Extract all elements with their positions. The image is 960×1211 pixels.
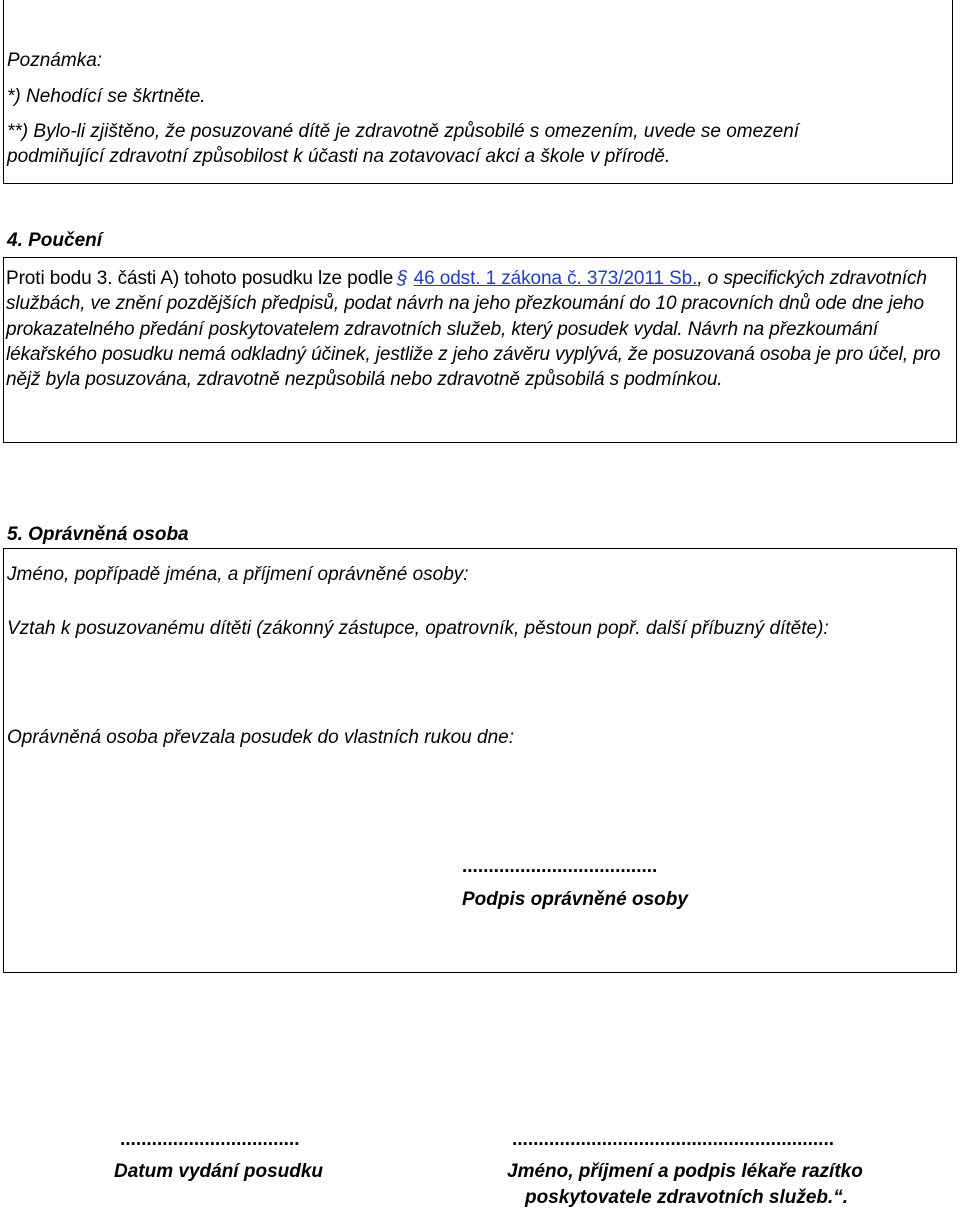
- section-symbol: §: [397, 268, 408, 289]
- doctor-label-2: poskytovatele zdravotních služeb.“.: [525, 1187, 849, 1208]
- pouceni-paragraph: [6, 266, 951, 392]
- note-line-1: *) Nehodící se škrtněte.: [7, 86, 206, 107]
- doctor-label-1: Jméno, příjmení a podpis lékaře razítko: [507, 1161, 863, 1182]
- note-heading: Poznámka:: [7, 50, 103, 71]
- law-link-text: 46 odst. 1 zákona č. 373/2011 Sb.: [413, 268, 698, 289]
- pouceni-rest: , o specifických zdravotních službách, ve znění pozdějších předpisů, podat návrh na jeho přezkoumání do 10 pracovních dnů ode dne jeho prokazatelného předání poskytovatelem zdravotních služeb, který posudek vydal.: [6, 268, 927, 340]
- name-label: Jméno, popřípadě jména, a příjmení oprávněné osoby:: [7, 564, 469, 585]
- signature-dots: .....................................: [462, 856, 658, 877]
- law-link[interactable]: [393, 268, 697, 289]
- pouceni-lead: Proti bodu 3. části A) tohoto posudku lze podle: [6, 268, 394, 289]
- date-label: Datum vydání posudku: [114, 1161, 324, 1182]
- doctor-dots: .............................................................: [512, 1129, 835, 1150]
- note-line-2a: **) Bylo-li zjištěno, že posuzované dítě je zdravotně způsobilé s omezením, uvede se omezení: [7, 121, 800, 142]
- note-line-2b: podmiňující zdravotní způsobilost k účasti na zotavovací akci a škole v přírodě.: [7, 146, 671, 167]
- signature-label: Podpis oprávněné osoby: [462, 889, 688, 910]
- pouceni-rest-2: Návrh na přezkoumání lékařského posudku nemá odkladný účinek, jestliže z jeho závěru vyplývá, že posuzovaná osoba je pro účel, pro nějž byla posuzována, zdravotně nezpůsobilá nebo zdravotně způsobilá s podmínkou.: [6, 318, 941, 391]
- section-5-heading: 5. Oprávněná osoba: [7, 524, 189, 545]
- relation-label: Vztah k posuzovanému dítěti (zákonný zástupce, opatrovník, pěstoun popř. další příbuzný dítěte):: [7, 618, 829, 639]
- date-dots: ..................................: [120, 1129, 300, 1150]
- received-label: Oprávněná osoba převzala posudek do vlastních rukou dne:: [7, 727, 514, 748]
- section-4-heading: 4. Poučení: [7, 230, 103, 251]
